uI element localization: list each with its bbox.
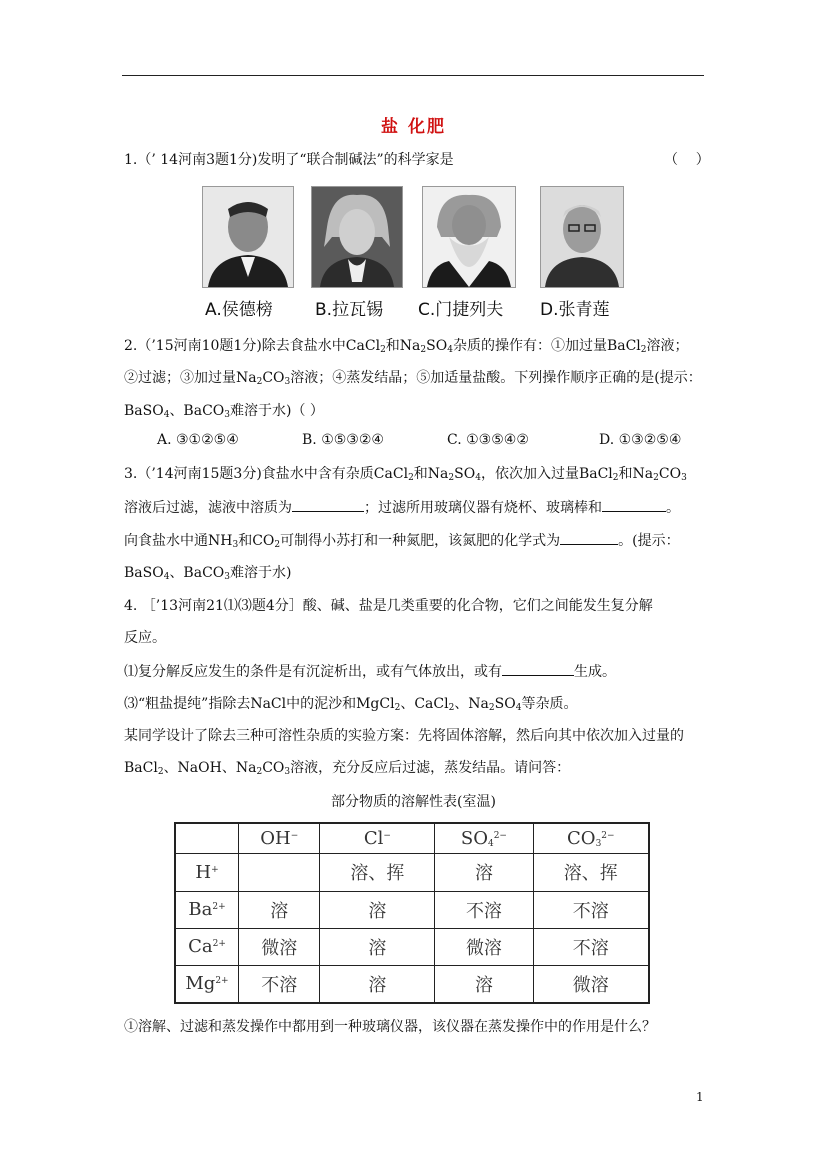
option-c-caption: C.门捷列夫: [418, 300, 504, 320]
table-cell: 不溶: [239, 965, 320, 1003]
question-4-line-6: BaCl$_2$、NaOH、$Na_2CO_3$溶液，充分反应后过滤，蒸发结晶。请问答：: [124, 760, 571, 777]
table-title: 部分物质的溶解性表(室温): [331, 794, 496, 810]
row-header-hydrogen: H+: [175, 854, 239, 891]
solubility-table: [174, 822, 650, 1004]
table-cell: 溶: [239, 891, 320, 928]
row-header-barium: $Ba^{2+}$: [175, 891, 239, 928]
question-1-text: 1.（’ 14河南3题1分)发明了“联合制碱法”的科学家是: [124, 152, 454, 168]
row-header-calcium: $Ca^{2+}$: [175, 928, 239, 965]
table-row: [175, 891, 649, 928]
table-cell: 溶、挥: [320, 854, 435, 891]
question-2-line-2: ②过滤；③加过量$Na_2CO_3$溶液；④蒸发结晶；⑤加适量盐酸。下列操作顺序正确的是(提示：: [124, 370, 702, 387]
page-number: 1: [696, 1090, 704, 1104]
table-cell: 不溶: [533, 928, 649, 965]
question-4-line-5: 某同学设计了除去三种可溶性杂质的实验方案：先将固体溶解，然后向其中依次加入过量的: [124, 728, 684, 744]
question-3-line-1: 3.（’14河南15题3分)食盐水中含有杂质CaCl$_2$和$Na_2SO_4$，依次加入过量BaCl$_2$和$Na_2CO_3$: [124, 466, 687, 483]
question-2-option-b: B. ①⑤③②④: [302, 432, 384, 448]
table-cell: 微溶: [533, 965, 649, 1003]
table-cell: 溶: [435, 965, 533, 1003]
table-cell: 溶: [320, 965, 435, 1003]
answer-blank-fertilizer-formula[interactable]: [560, 530, 618, 545]
option-d-caption: D.张青莲: [540, 300, 610, 320]
question-2-option-d: D. ①③②⑤④: [599, 432, 682, 448]
col-header-carbonate: $CO_3^{2-}$: [533, 823, 649, 854]
table-row: [175, 928, 649, 965]
question-4-part-3: ⑶“粗盐提纯”指除去NaCl中的泥沙和MgCl$_2$、CaCl$_2$、$Na_2SO_4$等杂质。: [124, 696, 578, 713]
answer-blank-condition[interactable]: [502, 661, 574, 676]
table-cell: 溶: [320, 891, 435, 928]
portrait-d-photo: [540, 186, 624, 288]
question-4-line-2: 反应。: [124, 630, 166, 646]
question-1-answer-paren: （ ）: [664, 152, 710, 168]
table-row: [175, 854, 649, 891]
question-2-option-a: A. ③①②⑤④: [157, 432, 239, 448]
answer-blank-glassware[interactable]: [602, 497, 666, 512]
table-cell: 微溶: [239, 928, 320, 965]
portrait-b-photo: [311, 186, 403, 288]
row-header-magnesium: $Mg^{2+}$: [175, 965, 239, 1003]
question-4-sub-question-1: ①溶解、过滤和蒸发操作中都用到一种玻璃仪器，该仪器在蒸发操作中的作用是什么？: [124, 1019, 656, 1035]
page-title: 盐 化肥: [381, 117, 446, 137]
table-cell: 不溶: [435, 891, 533, 928]
portrait-a-photo: [202, 186, 294, 288]
table-cell: 溶: [435, 854, 533, 891]
table-cell: 不溶: [533, 891, 649, 928]
col-header-sulfate: $SO_4^{2-}$: [435, 823, 533, 854]
portrait-c-photo: [422, 186, 516, 288]
table-cell: 溶、挥: [533, 854, 649, 891]
question-3-line-2: 溶液后过滤，滤液中溶质为 ；过滤所用玻璃仪器有烧杯、玻璃棒和 。: [124, 497, 680, 518]
table-corner-cell: [175, 823, 239, 854]
col-header-hydroxide: OH−: [239, 823, 320, 854]
table-cell: [239, 854, 320, 891]
question-2-line-3: BaSO$_4$、BaCO$_3$难溶于水)（ ）: [124, 403, 324, 420]
question-3-line-3: 向食盐水中通$NH_3$和$CO_2$可制得小苏打和一种氮肥，该氮肥的化学式为 。(提示：: [124, 530, 680, 555]
col-header-chloride: Cl−: [320, 823, 435, 854]
question-2-option-c: C. ①③⑤④②: [447, 432, 529, 448]
table-header-row: [175, 823, 649, 854]
question-4-line-1: 4. ［’13河南21⑴⑶题4分］酸、碱、盐是几类重要的化合物，它们之间能发生复分解: [124, 598, 653, 614]
header-rule: [122, 75, 704, 76]
question-4-part-1: ⑴复分解反应发生的条件是有沉淀析出，或有气体放出，或有 生成。: [124, 661, 616, 682]
option-a-caption: A.侯德榜: [205, 300, 273, 320]
table-cell: 微溶: [435, 928, 533, 965]
table-cell: 溶: [320, 928, 435, 965]
question-3-line-4: BaSO$_4$、BaCO$_3$难溶于水): [124, 565, 292, 582]
table-row: [175, 965, 649, 1003]
question-2-line-1: 2.（’15河南10题1分)除去食盐水中CaCl$_2$和$Na_2SO_4$杂质的操作有：①加过量BaCl$_2$溶液；: [124, 338, 689, 355]
answer-blank-filtrate-solute[interactable]: [292, 497, 364, 512]
option-b-caption: B.拉瓦锡: [315, 300, 384, 320]
